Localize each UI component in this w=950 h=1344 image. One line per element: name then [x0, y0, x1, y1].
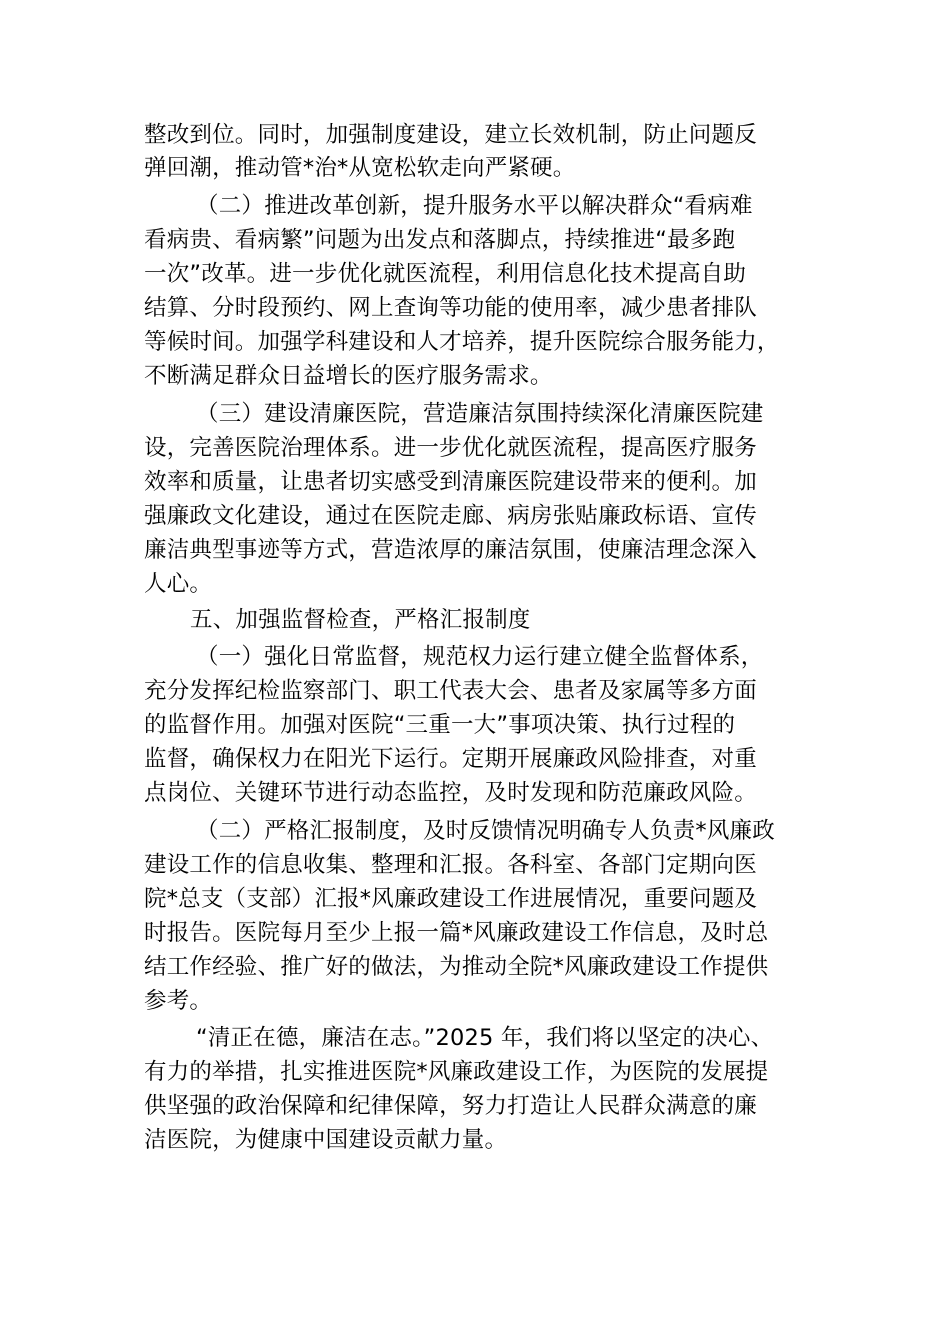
- text-line: 有力的举措，扎实推进医院*风廉政建设工作，为医院的发展提: [144, 1059, 769, 1085]
- text-line: 供坚强的政治保障和纪律保障，努力打造让人民群众满意的廉: [144, 1093, 757, 1119]
- text-line: 人心。: [144, 571, 213, 597]
- text-line: 强廉政文化建设，通过在医院走廊、病房张贴廉政标语、宣传: [144, 503, 757, 529]
- text-line: 看病贵、看病繁”问题为出发点和落脚点，持续推进“最多跑: [144, 227, 736, 253]
- text-line: 充分发挥纪检监察部门、职工代表大会、患者及家属等多方面: [144, 678, 757, 704]
- text-line: 结工作经验、推广好的做法，为推动全院*风廉政建设工作提供: [144, 954, 769, 980]
- paragraph-start-line: （二）推进改革创新，提升服务水平以解决群众“看病难: [196, 193, 753, 219]
- text-line: 不断满足群众日益增长的医疗服务需求。: [144, 363, 553, 389]
- text-line: 廉洁典型事迹等方式，营造浓厚的廉洁氛围，使廉洁理念深入: [144, 537, 757, 563]
- section-heading: 五、加强监督检查，严格汇报制度: [190, 607, 531, 633]
- text-line: 等候时间。加强学科建设和人才培养，提升医院综合服务能力，: [144, 329, 780, 355]
- text-line: 点岗位、关键环节进行动态监控，及时发现和防范廉政风险。: [144, 780, 757, 806]
- text-line: 参考。: [144, 988, 213, 1014]
- text-line: 的监督作用。加强对医院“三重一大”事项决策、执行过程的: [144, 712, 736, 738]
- text-line: 监督，确保权力在阳光下运行。定期开展廉政风险排查，对重: [144, 746, 757, 772]
- text-line: 整改到位。同时，加强制度建设，建立长效机制，防止问题反: [144, 122, 757, 148]
- text-line: 一次”改革。进一步优化就医流程，利用信息化技术提高自助: [144, 261, 747, 287]
- text-line: 弹回潮，推动管*治*从宽松软走向严紧硬。: [144, 155, 576, 181]
- text-line: 院*总支（支部）汇报*风廉政建设工作进展情况，重要问题及: [144, 886, 758, 912]
- text-line: 时报告。医院每月至少上报一篇*风廉政建设工作信息，及时总: [144, 920, 769, 946]
- text-line: 结算、分时段预约、网上查询等功能的使用率，减少患者排队: [144, 295, 757, 321]
- text-line: 建设工作的信息收集、整理和汇报。各科室、各部门定期向医: [144, 852, 757, 878]
- text-line: 洁医院，为健康中国建设贡献力量。: [144, 1127, 508, 1153]
- paragraph-start-line: “清正在德，廉洁在志。”2025 年，我们将以坚定的决心、: [196, 1025, 774, 1051]
- text-line: 设，完善医院治理体系。进一步优化就医流程，提高医疗服务: [144, 435, 757, 461]
- paragraph-start-line: （三）建设清廉医院，营造廉洁氛围持续深化清廉医院建: [196, 401, 764, 427]
- text-line: 效率和质量，让患者切实感受到清廉医院建设带来的便利。加: [144, 469, 757, 495]
- paragraph-start-line: （一）强化日常监督，规范权力运行建立健全监督体系，: [196, 644, 764, 670]
- paragraph-start-line: （二）严格汇报制度，及时反馈情况明确专人负责*风廉政: [196, 818, 775, 844]
